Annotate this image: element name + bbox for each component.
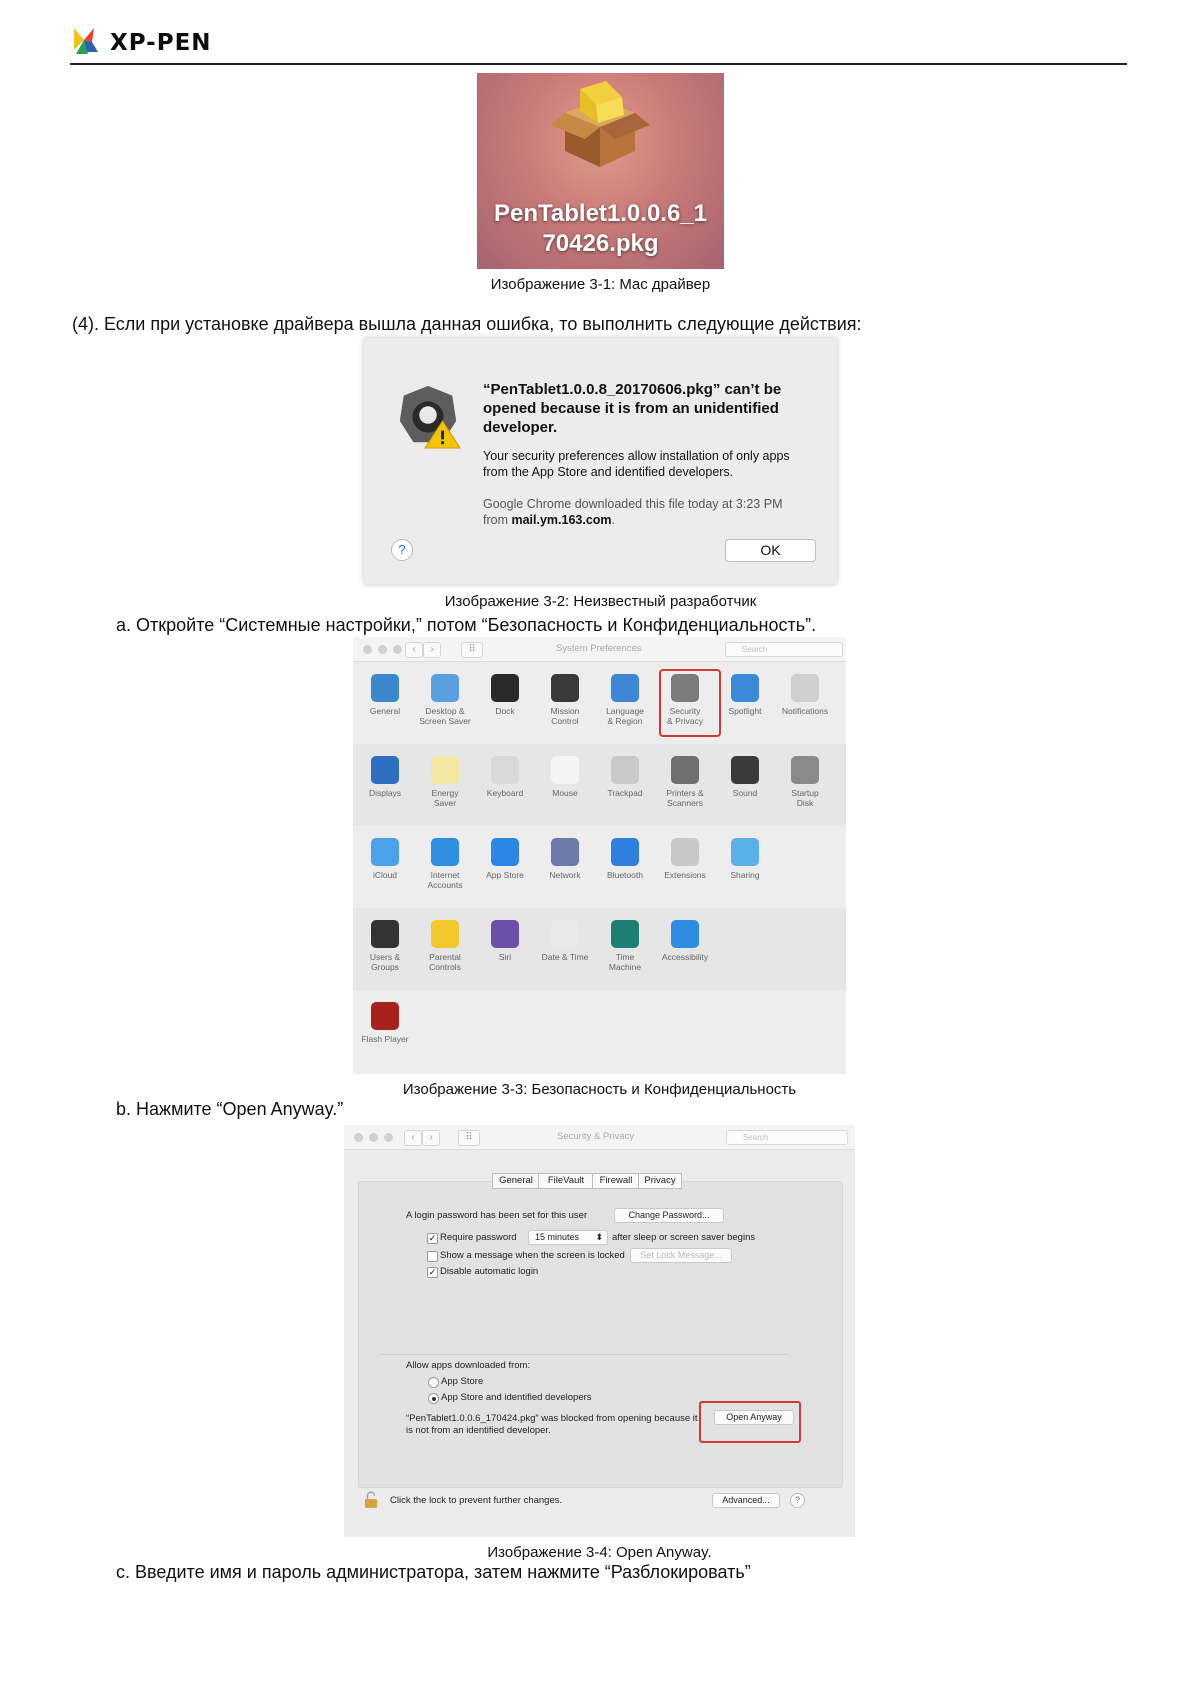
pref-label: Keyboard (486, 788, 524, 798)
pkg-file-name-line2: 70426.pkg (542, 230, 659, 257)
alert-source-prefix: Google Chrome downloaded this file today at 3:23 PM from (483, 497, 783, 527)
alert-source-domain: mail.ym.163.com (511, 513, 612, 527)
pref-label: Sound (732, 788, 758, 798)
lock-icon[interactable] (364, 1491, 378, 1509)
pref-notifications[interactable] (775, 674, 835, 716)
startup-disk-icon (791, 756, 819, 784)
tab-general[interactable]: General (492, 1173, 540, 1189)
pref-time-machine[interactable] (595, 920, 655, 972)
printers-scanners-icon (671, 756, 699, 784)
pref-language-region[interactable] (595, 674, 655, 726)
app-store-radio[interactable] (428, 1377, 439, 1388)
search-input[interactable]: Search (726, 1130, 848, 1145)
pref-label: Energy Saver (431, 788, 459, 808)
internet-accounts-icon (431, 838, 459, 866)
close-window-icon[interactable] (363, 645, 372, 654)
blocked-message-line2: is not from an identified developer. (406, 1425, 551, 1436)
window-titlebar (344, 1125, 855, 1150)
xp-pen-logo-icon (70, 20, 110, 60)
minimize-window-icon[interactable] (369, 1133, 378, 1142)
pref-bluetooth[interactable] (595, 838, 655, 880)
security-privacy-highlight (659, 669, 721, 737)
disable-login-checkbox[interactable]: ✓ (428, 1267, 437, 1277)
require-password-checkbox[interactable]: ✓ (428, 1233, 437, 1243)
pref-energy-saver[interactable] (415, 756, 475, 808)
app-store-identified-label: App Store and identified developers (441, 1392, 592, 1403)
show-all-button[interactable]: ⠿ (461, 642, 483, 658)
pref-sharing[interactable] (715, 838, 775, 880)
mission-control-icon (551, 674, 579, 702)
time-machine-icon (611, 920, 639, 948)
help-button[interactable]: ? (391, 539, 413, 561)
show-message-label: Show a message when the screen is locked (440, 1250, 625, 1261)
pref-label: Time Machine (608, 952, 642, 972)
pref-displays[interactable] (355, 756, 415, 798)
header-rule (70, 63, 1127, 65)
keyboard-icon (491, 756, 519, 784)
unidentified-developer-alert (364, 338, 837, 584)
pref-label: Displays (368, 788, 402, 798)
pref-dock[interactable] (475, 674, 535, 716)
pref-label: Bluetooth (607, 870, 643, 880)
pref-accessibility[interactable] (655, 920, 715, 962)
app-store-icon (491, 838, 519, 866)
prefs-row (353, 826, 846, 908)
pref-network[interactable] (535, 838, 595, 880)
prefs-row (353, 908, 846, 990)
after-sleep-label: after sleep or screen saver begins (612, 1232, 756, 1243)
language-region-icon (611, 674, 639, 702)
trackpad-icon (611, 756, 639, 784)
step-4-text: (4). Если при установке драйвера вышла данная ошибка, то выполнить следующие действия: (72, 314, 862, 334)
require-password-value: 15 minutes (535, 1232, 580, 1242)
tab-privacy[interactable]: Privacy (638, 1173, 682, 1189)
alert-title: “PenTablet1.0.0.8_20170606.pkg” can’t be opened because it is from an unidentified developer. (483, 381, 782, 436)
pref-flash-player[interactable] (355, 1002, 415, 1044)
window-title: System Preferences (556, 643, 642, 654)
pref-label: Sharing (730, 870, 760, 880)
disable-login-label: Disable automatic login (440, 1266, 539, 1277)
alert-source (483, 496, 803, 528)
pref-date-time[interactable] (535, 920, 595, 962)
pref-mission-control[interactable] (535, 674, 595, 726)
require-password-select[interactable] (528, 1230, 608, 1245)
pref-sound[interactable] (715, 756, 775, 798)
prefs-row (353, 990, 846, 1072)
open-anyway-button[interactable]: Open Anyway (714, 1410, 794, 1425)
date-time-icon (551, 920, 579, 948)
app-store-label: App Store (441, 1376, 484, 1387)
pref-label: Spotlight (728, 706, 762, 716)
figure-caption-4: Изображение 3-4: Open Anyway. (487, 1544, 712, 1561)
pkg-file-image (477, 73, 724, 269)
blocked-message-line1: “PenTablet1.0.0.6_170424.pkg” was blocked from opening because it (406, 1413, 698, 1424)
mouse-icon (551, 756, 579, 784)
pref-mouse[interactable] (535, 756, 595, 798)
pref-label: Notifications (781, 706, 829, 716)
parental-controls-icon (431, 920, 459, 948)
pref-label: Mouse (552, 788, 578, 798)
step-c-text: c. Введите имя и пароль администратора, затем нажмите “Разблокировать” (116, 1562, 751, 1582)
pref-internet-accounts[interactable] (415, 838, 475, 890)
pref-general[interactable] (355, 674, 415, 716)
require-password-label: Require password (440, 1232, 517, 1243)
pref-label: Users & Groups (369, 952, 401, 972)
close-window-icon[interactable] (354, 1133, 363, 1142)
figure-caption-3: Изображение 3-3: Безопасность и Конфиденциальность (402, 1081, 797, 1098)
step-b-text: b. Нажмите “Open Anyway.” (116, 1099, 344, 1119)
window-titlebar (353, 637, 846, 662)
pref-spotlight[interactable] (715, 674, 775, 716)
open-anyway-highlight (699, 1401, 801, 1443)
general-icon (371, 674, 399, 702)
section-divider (380, 1354, 788, 1355)
change-password-button[interactable]: Change Password... (614, 1208, 724, 1223)
pref-label: General (369, 706, 401, 716)
gatekeeper-warning-icon (394, 382, 462, 450)
pref-startup-disk[interactable] (775, 756, 835, 808)
prefs-row (353, 744, 846, 826)
pkg-file-name (477, 199, 724, 259)
notifications-icon (791, 674, 819, 702)
show-message-checkbox[interactable] (427, 1251, 438, 1262)
pkg-file-name-line1: PenTablet1.0.0.6_1 (494, 200, 707, 227)
window-title: Security & Privacy (557, 1131, 635, 1142)
siri-icon (491, 920, 519, 948)
alert-message: Your security preferences allow installation of only apps from the App Store and identified developers. (483, 449, 790, 479)
pref-label: Trackpad (607, 788, 643, 798)
spotlight-icon (731, 674, 759, 702)
desktop-screen-saver-icon (431, 674, 459, 702)
zoom-window-icon[interactable] (393, 645, 402, 654)
sharing-icon (731, 838, 759, 866)
allow-apps-label: Allow apps downloaded from: (406, 1360, 531, 1371)
prefs-row (353, 662, 846, 744)
pref-desktop-screen-saver[interactable] (415, 674, 475, 726)
step-a-text: a. Откройте “Системные настройки,” потом “Безопасность и Конфиденциальность”. (116, 615, 817, 635)
bluetooth-icon (611, 838, 639, 866)
pref-label: Desktop & Screen Saver (419, 706, 471, 726)
back-button[interactable]: ‹ (405, 642, 423, 658)
set-lock-message-button[interactable]: Set Lock Message... (630, 1248, 732, 1263)
pref-users-groups[interactable] (355, 920, 415, 972)
pref-label: Flash Player (361, 1034, 409, 1044)
tab-filevault[interactable]: FileVault (538, 1173, 594, 1189)
pref-label: Dock (495, 706, 515, 716)
pref-app-store[interactable] (475, 838, 535, 880)
pref-label: Accessibility (661, 952, 709, 962)
alert-source-suffix: . (611, 513, 616, 527)
package-box-icon (540, 75, 660, 175)
pref-parental-controls[interactable] (415, 920, 475, 972)
zoom-window-icon[interactable] (384, 1133, 393, 1142)
forward-button[interactable]: › (423, 642, 441, 658)
pref-label: Parental Controls (429, 952, 461, 972)
pref-label: App Store (486, 870, 524, 880)
ok-button[interactable]: OK (725, 539, 816, 562)
sound-icon (731, 756, 759, 784)
forward-button[interactable]: › (422, 1130, 440, 1146)
pref-trackpad[interactable] (595, 756, 655, 798)
search-input[interactable]: Search (725, 642, 843, 657)
users-groups-icon (371, 920, 399, 948)
pref-siri[interactable] (475, 920, 535, 962)
logo-text: XP-PEN (110, 30, 212, 56)
extensions-icon (671, 838, 699, 866)
pref-label: Date & Time (541, 952, 589, 962)
pref-label: Network (549, 870, 581, 880)
pref-icloud[interactable] (355, 838, 415, 880)
pref-label: Security & Privacy (667, 706, 703, 726)
accessibility-icon (671, 920, 699, 948)
network-icon (551, 838, 579, 866)
pref-label: Language & Region (606, 706, 644, 726)
system-preferences-window (353, 637, 846, 1074)
pref-label: Extensions (664, 870, 706, 880)
advanced-button[interactable]: Advanced... (712, 1493, 780, 1508)
help-button[interactable]: ? (790, 1493, 805, 1508)
lock-text: Click the lock to prevent further changes. (390, 1495, 563, 1506)
login-password-text: A login password has been set for this user (406, 1210, 588, 1221)
flash-player-icon (371, 1002, 399, 1030)
pref-keyboard[interactable] (475, 756, 535, 798)
pref-label: iCloud (372, 870, 398, 880)
show-all-button[interactable]: ⠿ (458, 1130, 480, 1146)
dock-icon (491, 674, 519, 702)
pref-label: Siri (498, 952, 512, 962)
pref-printers-scanners[interactable] (655, 756, 715, 808)
tab-firewall[interactable]: Firewall (592, 1173, 640, 1189)
icloud-icon (371, 838, 399, 866)
select-stepper-icon: ⬍ (595, 1232, 603, 1242)
figure-caption-1: Изображение 3-1: Mac драйвер (490, 276, 711, 293)
minimize-window-icon[interactable] (378, 645, 387, 654)
pref-label: Startup Disk (791, 788, 819, 808)
app-store-identified-radio[interactable] (428, 1393, 439, 1404)
energy-saver-icon (431, 756, 459, 784)
pref-label: Printers & Scanners (666, 788, 704, 808)
back-button[interactable]: ‹ (404, 1130, 422, 1146)
pref-label: Internet Accounts (427, 870, 463, 890)
pref-label: Mission Control (550, 706, 580, 726)
security-privacy-window (344, 1125, 855, 1537)
figure-caption-2: Изображение 3-2: Неизвестный разработчик (444, 593, 757, 610)
pref-extensions[interactable] (655, 838, 715, 880)
displays-icon (371, 756, 399, 784)
